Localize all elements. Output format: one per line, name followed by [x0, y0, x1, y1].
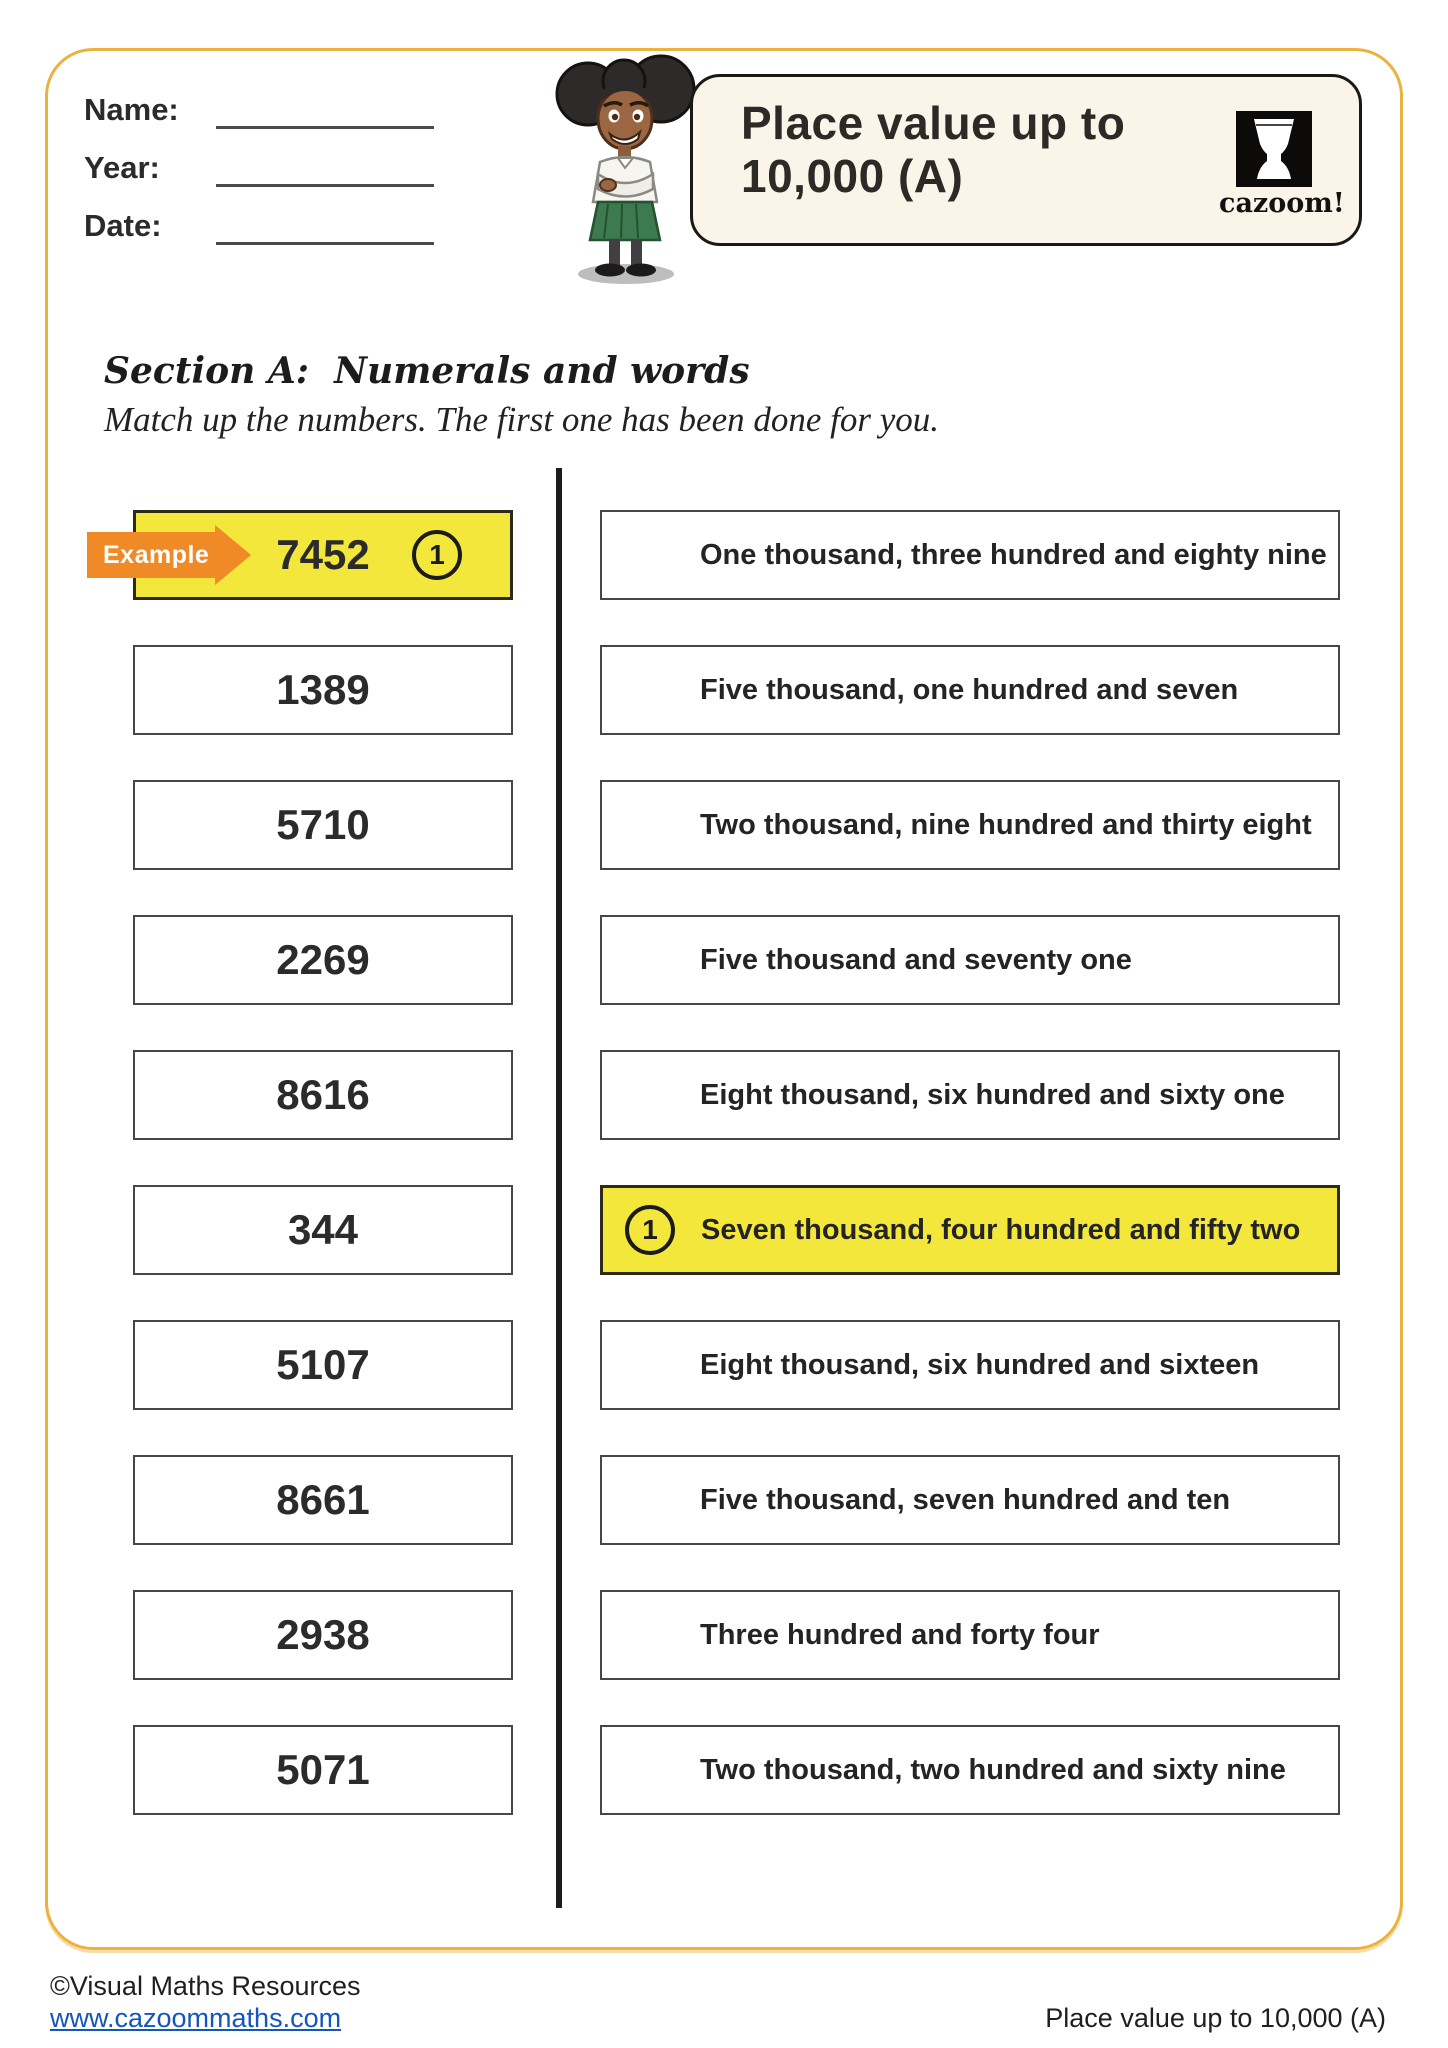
- numeral-box[interactable]: [133, 1725, 513, 1815]
- numeral-box[interactable]: [133, 1320, 513, 1410]
- cazoom-logo: [1219, 111, 1345, 219]
- words-text: Three hundred and forty four: [700, 1618, 1100, 1651]
- words-box[interactable]: [600, 1050, 1340, 1140]
- cazoommaths-link[interactable]: www.cazoommaths.com: [50, 2003, 342, 2033]
- numeral-box-example[interactable]: [103, 510, 513, 600]
- numeral-value: 5071: [276, 1746, 370, 1793]
- numeral-value: 5107: [276, 1341, 370, 1388]
- copyright-text: ©Visual Maths Resources: [50, 1971, 361, 2001]
- words-text: One thousand, three hundred and eighty nine: [700, 538, 1327, 571]
- words-box[interactable]: [600, 1590, 1340, 1680]
- numeral-value: 2269: [276, 936, 370, 983]
- words-box[interactable]: [600, 645, 1340, 735]
- footer-worksheet-title: Place value up to 10,000 (A): [1045, 2003, 1386, 2033]
- words-text: Five thousand, seven hundred and ten: [700, 1483, 1231, 1516]
- numeral-value: 1389: [276, 666, 370, 713]
- words-box[interactable]: [600, 1320, 1340, 1410]
- date-label: Date:: [84, 208, 162, 243]
- words-box[interactable]: [600, 915, 1340, 1005]
- numeral-box[interactable]: [133, 1455, 513, 1545]
- numeral-box[interactable]: [133, 1590, 513, 1680]
- numeral-value: 344: [287, 1206, 359, 1253]
- numeral-box[interactable]: [133, 645, 513, 735]
- words-text: Two thousand, nine hundred and thirty eight: [700, 808, 1312, 841]
- column-divider-line: [556, 468, 562, 1908]
- numeral-value: 5710: [276, 801, 370, 848]
- example-arrow: [87, 525, 251, 585]
- words-text: Eight thousand, six hundred and sixteen: [700, 1348, 1260, 1381]
- worksheet-title-line2: 10,000 (A): [741, 150, 964, 203]
- worksheet-title-line1: Place value up to: [741, 97, 1126, 149]
- name-input-line[interactable]: [216, 126, 434, 129]
- example-arrow-label: Example: [87, 532, 215, 578]
- numeral-box[interactable]: [133, 1050, 513, 1140]
- words-text: Seven thousand, four hundred and fifty two: [701, 1213, 1301, 1246]
- year-label: Year:: [84, 150, 160, 185]
- numeral-value: 2938: [276, 1611, 370, 1658]
- worksheet-title: [741, 97, 1125, 204]
- section-heading: Section A: Numerals and words: [104, 350, 750, 392]
- words-text: Two thousand, two hundred and sixty nine: [700, 1753, 1286, 1786]
- words-box[interactable]: [600, 1725, 1340, 1815]
- words-text: Five thousand and seventy one: [700, 943, 1132, 976]
- numeral-box[interactable]: [133, 1185, 513, 1275]
- example-arrow-head-icon: [215, 525, 251, 585]
- date-input-line[interactable]: [216, 242, 434, 245]
- match-badge: 1: [412, 530, 462, 580]
- words-box[interactable]: [600, 780, 1340, 870]
- cazoom-logo-text: cazoom!: [1219, 188, 1345, 219]
- words-text: Eight thousand, six hundred and sixty one: [700, 1078, 1285, 1111]
- numeral-value: 8661: [276, 1476, 370, 1523]
- name-label: Name:: [84, 92, 179, 127]
- words-box[interactable]: [600, 1455, 1340, 1545]
- words-box[interactable]: [600, 510, 1340, 600]
- cazoom-drum-icon: [1236, 111, 1312, 187]
- numeral-value: 7452: [276, 531, 370, 578]
- numeral-box[interactable]: [133, 780, 513, 870]
- student-character-illustration: [548, 50, 700, 288]
- worksheet-title-box: [690, 74, 1362, 246]
- numeral-box[interactable]: [133, 915, 513, 1005]
- words-text: Five thousand, one hundred and seven: [700, 673, 1239, 706]
- match-badge: 1: [625, 1205, 675, 1255]
- section-instructions: Match up the numbers. The first one has been done for you.: [104, 400, 940, 439]
- words-box-answered[interactable]: [600, 1185, 1340, 1275]
- numeral-value: 8616: [276, 1071, 370, 1118]
- year-input-line[interactable]: [216, 184, 434, 187]
